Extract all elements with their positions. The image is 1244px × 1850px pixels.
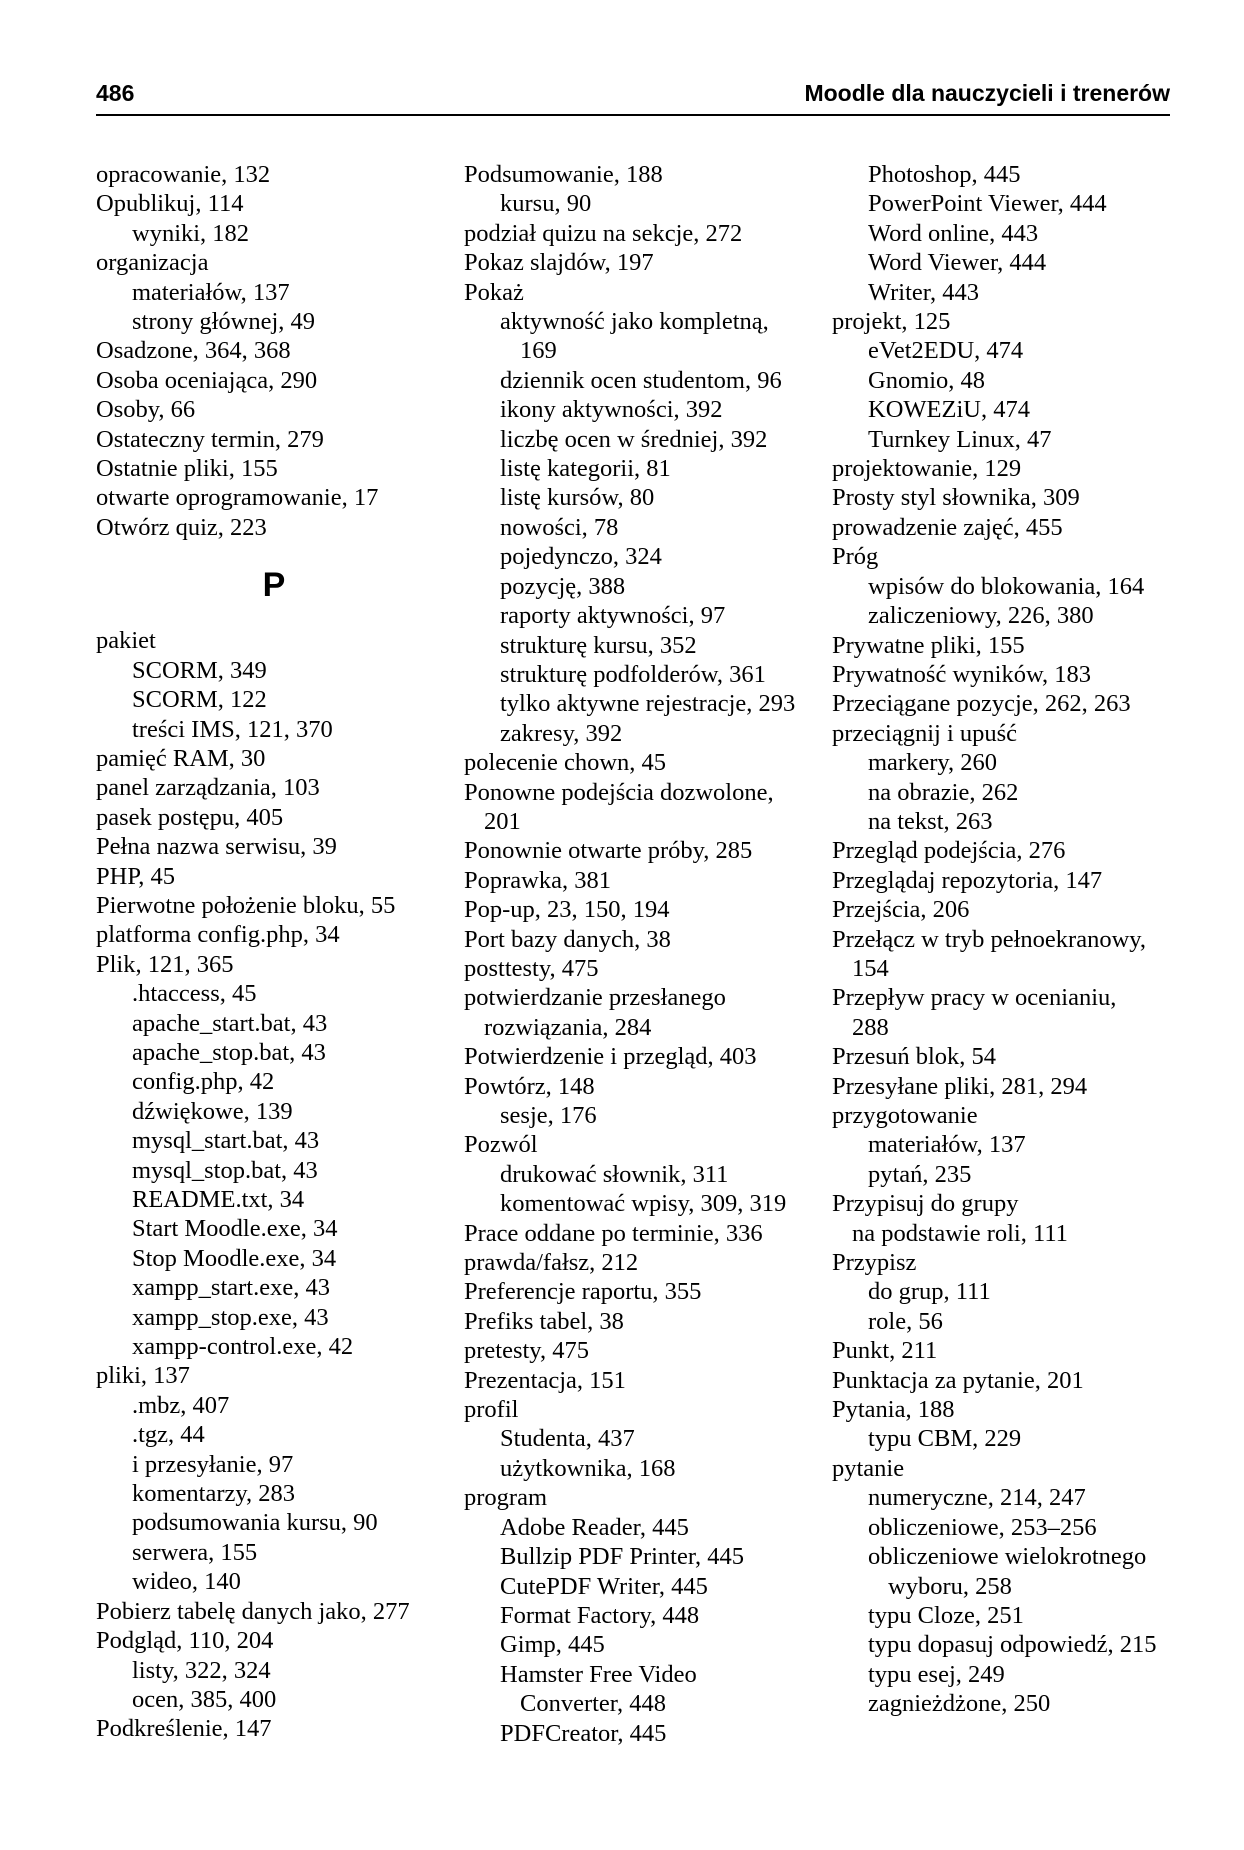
index-subentry: xampp-control.exe, 42 — [132, 1333, 354, 1361]
index-subentry: typu Cloze, 251 — [868, 1601, 1024, 1629]
index-subentry: ikony aktywności, 392 — [500, 396, 723, 424]
index-entry: Przeglądaj repozytoria, 147 — [832, 866, 1103, 894]
index-entry: Podgląd, 110, 204 — [96, 1627, 274, 1655]
index-entry: Podsumowanie, 188 — [464, 161, 663, 188]
book-title: Moodle dla nauczycieli i trenerów — [804, 80, 1170, 106]
index-subentry: listy, 322, 324 — [132, 1656, 271, 1684]
index-subentry: typu dopasuj odpowiedź, 215 — [868, 1631, 1157, 1659]
index-subentry: .tgz, 44 — [132, 1421, 205, 1449]
index-subentry: markery, 260 — [868, 749, 998, 777]
index-entry: Powtórz, 148 — [464, 1072, 595, 1100]
index-entry: Preferencje raportu, 355 — [464, 1278, 702, 1306]
index-entry: Pełna nazwa serwisu, 39 — [96, 833, 337, 861]
index-subentry: komentarzy, 283 — [132, 1480, 296, 1508]
index-subentry: drukować słownik, 311 — [500, 1160, 729, 1188]
index-subentry: Studenta, 437 — [500, 1425, 635, 1453]
index-subentry: wpisów do blokowania, 164 — [868, 572, 1145, 600]
index-entry: Przesuń blok, 54 — [832, 1043, 996, 1071]
index-entry: organizacja — [96, 249, 209, 277]
index-entry: profil — [464, 1396, 519, 1424]
index-entry: prawda/fałsz, 212 — [464, 1249, 639, 1277]
index-subentry: strony głównej, 49 — [132, 308, 316, 336]
index-entry: pretesty, 475 — [464, 1337, 589, 1365]
index-subentry: materiałów, 137 — [132, 278, 290, 306]
index-subentry: xampp_start.exe, 43 — [132, 1274, 330, 1302]
index-entry: Port bazy danych, 38 — [464, 925, 671, 953]
index-subentry: Bullzip PDF Printer, 445 — [500, 1543, 745, 1571]
index-subentry: mysql_start.bat, 43 — [132, 1127, 320, 1155]
index-subentry: typu CBM, 229 — [868, 1425, 1022, 1453]
index-entry: Osadzone, 364, 368 — [96, 337, 291, 365]
index-subentry: zaliczeniowy, 226, 380 — [868, 602, 1094, 630]
index-entry: pakiet — [96, 627, 156, 655]
index-entry: Poprawka, 381 — [464, 866, 611, 894]
index-entry: Podkreślenie, 147 — [96, 1715, 272, 1743]
index-subentry: Gimp, 445 — [500, 1631, 605, 1659]
index-subentry: komentować wpisy, 309, 319 — [500, 1190, 787, 1218]
index-entry: Pytania, 188 — [832, 1396, 955, 1424]
index-subentry: wideo, 140 — [132, 1568, 241, 1596]
index-entry: Przejścia, 206 — [832, 896, 970, 924]
index-entry: Plik, 121, 365 — [96, 950, 234, 978]
index-entry: Osoby, 66 — [96, 396, 196, 424]
index-entry: pasek postępu, 405 — [96, 803, 284, 831]
index-entry: Pobierz tabelę danych jako, 277 — [96, 1597, 410, 1625]
index-entry: projektowanie, 129 — [832, 455, 1022, 483]
index-column-1 — [96, 160, 452, 1744]
index-entry: Ponowne podejścia dozwolone, — [464, 778, 774, 806]
index-subentry: do grup, 111 — [868, 1278, 991, 1306]
index-entry: Przypisuj do grupy — [832, 1190, 1019, 1218]
index-entry: Przeciągane pozycje, 262, 263 — [832, 690, 1131, 718]
index-entry: Pierwotne położenie bloku, 55 — [96, 891, 396, 919]
index-subentry: pytań, 235 — [868, 1160, 972, 1188]
index-subentry: sesje, 176 — [500, 1102, 597, 1129]
index-entry: Ostateczny termin, 279 — [96, 425, 324, 453]
index-subentry: Adobe Reader, 445 — [500, 1513, 689, 1541]
index-entry: Przegląd podejścia, 276 — [832, 837, 1066, 865]
index-subentry: aktywność jako kompletną, — [500, 308, 769, 336]
index-entry: przeciągnij i upuść — [832, 719, 1018, 747]
index-subentry: role, 56 — [868, 1307, 943, 1335]
index-entry: Punktacja za pytanie, 201 — [832, 1366, 1084, 1394]
index-subentry: kursu, 90 — [500, 190, 592, 218]
index-subentry: wyboru, 258 — [888, 1572, 1012, 1600]
index-subentry: apache_start.bat, 43 — [132, 1009, 328, 1037]
index-subentry: obliczeniowe, 253–256 — [868, 1513, 1097, 1541]
index-entry: polecenie chown, 45 — [464, 749, 667, 777]
index-subentry: Word online, 443 — [868, 219, 1039, 247]
index-subentry: CutePDF Writer, 445 — [500, 1572, 708, 1600]
index-entry: platforma config.php, 34 — [96, 921, 340, 949]
index-section-letter: P — [262, 566, 286, 605]
index-entry: 201 — [484, 807, 521, 835]
index-subentry: nowości, 78 — [500, 513, 619, 541]
index-subentry: na tekst, 263 — [868, 807, 993, 835]
index-subentry: .mbz, 407 — [132, 1391, 230, 1419]
index-entry: projekt, 125 — [832, 308, 951, 336]
index-subentry: KOWEZiU, 474 — [868, 396, 1030, 424]
index-entry: Osoba oceniająca, 290 — [96, 366, 318, 394]
index-entry: Przepływ pracy w ocenianiu, — [832, 984, 1117, 1012]
index-entry: program — [464, 1484, 547, 1512]
index-subentry: listę kursów, 80 — [500, 484, 655, 512]
index-column-3 — [832, 160, 1188, 1719]
index-entry: Pozwól — [464, 1131, 538, 1159]
index-subentry: wyniki, 182 — [132, 219, 250, 247]
index-subentry: dźwiękowe, 139 — [132, 1097, 293, 1125]
index-entry: Potwierdzenie i przegląd, 403 — [464, 1043, 757, 1071]
index-subentry: Gnomio, 48 — [868, 366, 986, 394]
index-entry: Prefiks tabel, 38 — [464, 1307, 624, 1335]
index-entry: opracowanie, 132 — [96, 161, 271, 188]
index-subentry: eVet2EDU, 474 — [868, 337, 1024, 365]
index-entry: posttesty, 475 — [464, 954, 599, 982]
index-entry: Pokaz slajdów, 197 — [464, 249, 654, 277]
index-subentry: Photoshop, 445 — [868, 161, 1021, 188]
index-subentry: PDFCreator, 445 — [500, 1719, 667, 1747]
index-subentry: ocen, 385, 400 — [132, 1685, 277, 1713]
index-subentry: config.php, 42 — [132, 1068, 275, 1096]
index-entry: pamięć RAM, 30 — [96, 744, 266, 772]
index-subentry: tylko aktywne rejestracje, 293 — [500, 690, 796, 718]
index-subentry: typu esej, 249 — [868, 1660, 1005, 1688]
index-subentry: 169 — [520, 337, 557, 365]
index-subentry: xampp_stop.exe, 43 — [132, 1303, 329, 1331]
index-subentry: numeryczne, 214, 247 — [868, 1484, 1086, 1512]
index-entry: przygotowanie — [832, 1102, 978, 1129]
index-entry: pytanie — [832, 1454, 905, 1482]
index-subentry: apache_stop.bat, 43 — [132, 1038, 326, 1066]
index-entry: Ponownie otwarte próby, 285 — [464, 837, 753, 865]
index-subentry: Stop Moodle.exe, 34 — [132, 1244, 337, 1272]
index-entry: rozwiązania, 284 — [484, 1013, 652, 1041]
index-entry: Prywatne pliki, 155 — [832, 631, 1025, 659]
index-subentry: pojedynczo, 324 — [500, 543, 662, 571]
index-entry: Przełącz w tryb pełnoekranowy, — [832, 925, 1147, 953]
index-subentry: Start Moodle.exe, 34 — [132, 1215, 338, 1243]
page-number: 486 — [96, 80, 135, 106]
running-header — [96, 74, 1170, 116]
index-entry: Przypisz — [832, 1249, 917, 1277]
index-entry: Pokaż — [464, 278, 524, 306]
index-subentry: raporty aktywności, 97 — [500, 602, 726, 630]
index-subentry: zakresy, 392 — [500, 719, 623, 747]
index-subentry: podsumowania kursu, 90 — [132, 1509, 378, 1537]
index-subentry: .htaccess, 45 — [132, 980, 257, 1008]
index-entry: na podstawie roli, 111 — [852, 1219, 1068, 1247]
index-column-2 — [464, 160, 824, 1748]
index-entry: Opublikuj, 114 — [96, 190, 244, 218]
index-entry: Prosty styl słownika, 309 — [832, 484, 1080, 512]
index-entry: 154 — [852, 954, 889, 982]
index-subentry: obliczeniowe wielokrotnego — [868, 1543, 1147, 1571]
index-entry: 288 — [852, 1013, 889, 1041]
index-subentry: treści IMS, 121, 370 — [132, 715, 333, 743]
index-subentry: na obrazie, 262 — [868, 778, 1019, 806]
index-entry: Przesyłane pliki, 281, 294 — [832, 1072, 1088, 1100]
index-subentry: README.txt, 34 — [132, 1186, 305, 1213]
index-subentry: SCORM, 349 — [132, 656, 267, 684]
index-subentry: strukturę podfolderów, 361 — [500, 660, 766, 688]
index-entry: Prezentacja, 151 — [464, 1366, 626, 1394]
index-entry: prowadzenie zajęć, 455 — [832, 513, 1063, 541]
index-subentry: PowerPoint Viewer, 444 — [868, 190, 1107, 218]
index-entry: Punkt, 211 — [832, 1337, 938, 1365]
index-subentry: Writer, 443 — [868, 278, 979, 306]
index-subentry: Format Factory, 448 — [500, 1601, 700, 1629]
index-subentry: serwera, 155 — [132, 1538, 258, 1566]
index-subentry: pozycję, 388 — [500, 572, 626, 600]
index-entry: Prace oddane po terminie, 336 — [464, 1219, 763, 1247]
index-subentry: i przesyłanie, 97 — [132, 1450, 294, 1478]
index-subentry: mysql_stop.bat, 43 — [132, 1156, 318, 1184]
index-subentry: materiałów, 137 — [868, 1131, 1026, 1159]
index-subentry: listę kategorii, 81 — [500, 455, 671, 483]
index-subentry: dziennik ocen studentom, 96 — [500, 366, 782, 394]
index-subentry: użytkownika, 168 — [500, 1454, 676, 1482]
index-entry: Prywatność wyników, 183 — [832, 660, 1092, 688]
index-subentry: SCORM, 122 — [132, 686, 267, 714]
index-entry: Ostatnie pliki, 155 — [96, 455, 278, 483]
index-subentry: Turnkey Linux, 47 — [868, 425, 1052, 453]
index-entry: Otwórz quiz, 223 — [96, 513, 267, 541]
index-subentry: strukturę kursu, 352 — [500, 631, 697, 659]
index-entry: Pop-up, 23, 150, 194 — [464, 896, 670, 924]
index-subentry: liczbę ocen w średniej, 392 — [500, 425, 768, 453]
index-subentry: Converter, 448 — [520, 1690, 666, 1718]
index-entry: podział quizu na sekcje, 272 — [464, 219, 743, 247]
index-subentry: Hamster Free Video — [500, 1660, 697, 1688]
index-entry: pliki, 137 — [96, 1362, 190, 1390]
index-entry: potwierdzanie przesłanego — [464, 984, 726, 1012]
index-entry: otwarte oprogramowanie, 17 — [96, 484, 379, 512]
index-subentry: Word Viewer, 444 — [868, 249, 1047, 277]
index-subentry: zagnieżdżone, 250 — [868, 1690, 1051, 1718]
index-entry: panel zarządzania, 103 — [96, 774, 320, 802]
index-entry: Próg — [832, 543, 879, 571]
index-entry: PHP, 45 — [96, 862, 175, 890]
